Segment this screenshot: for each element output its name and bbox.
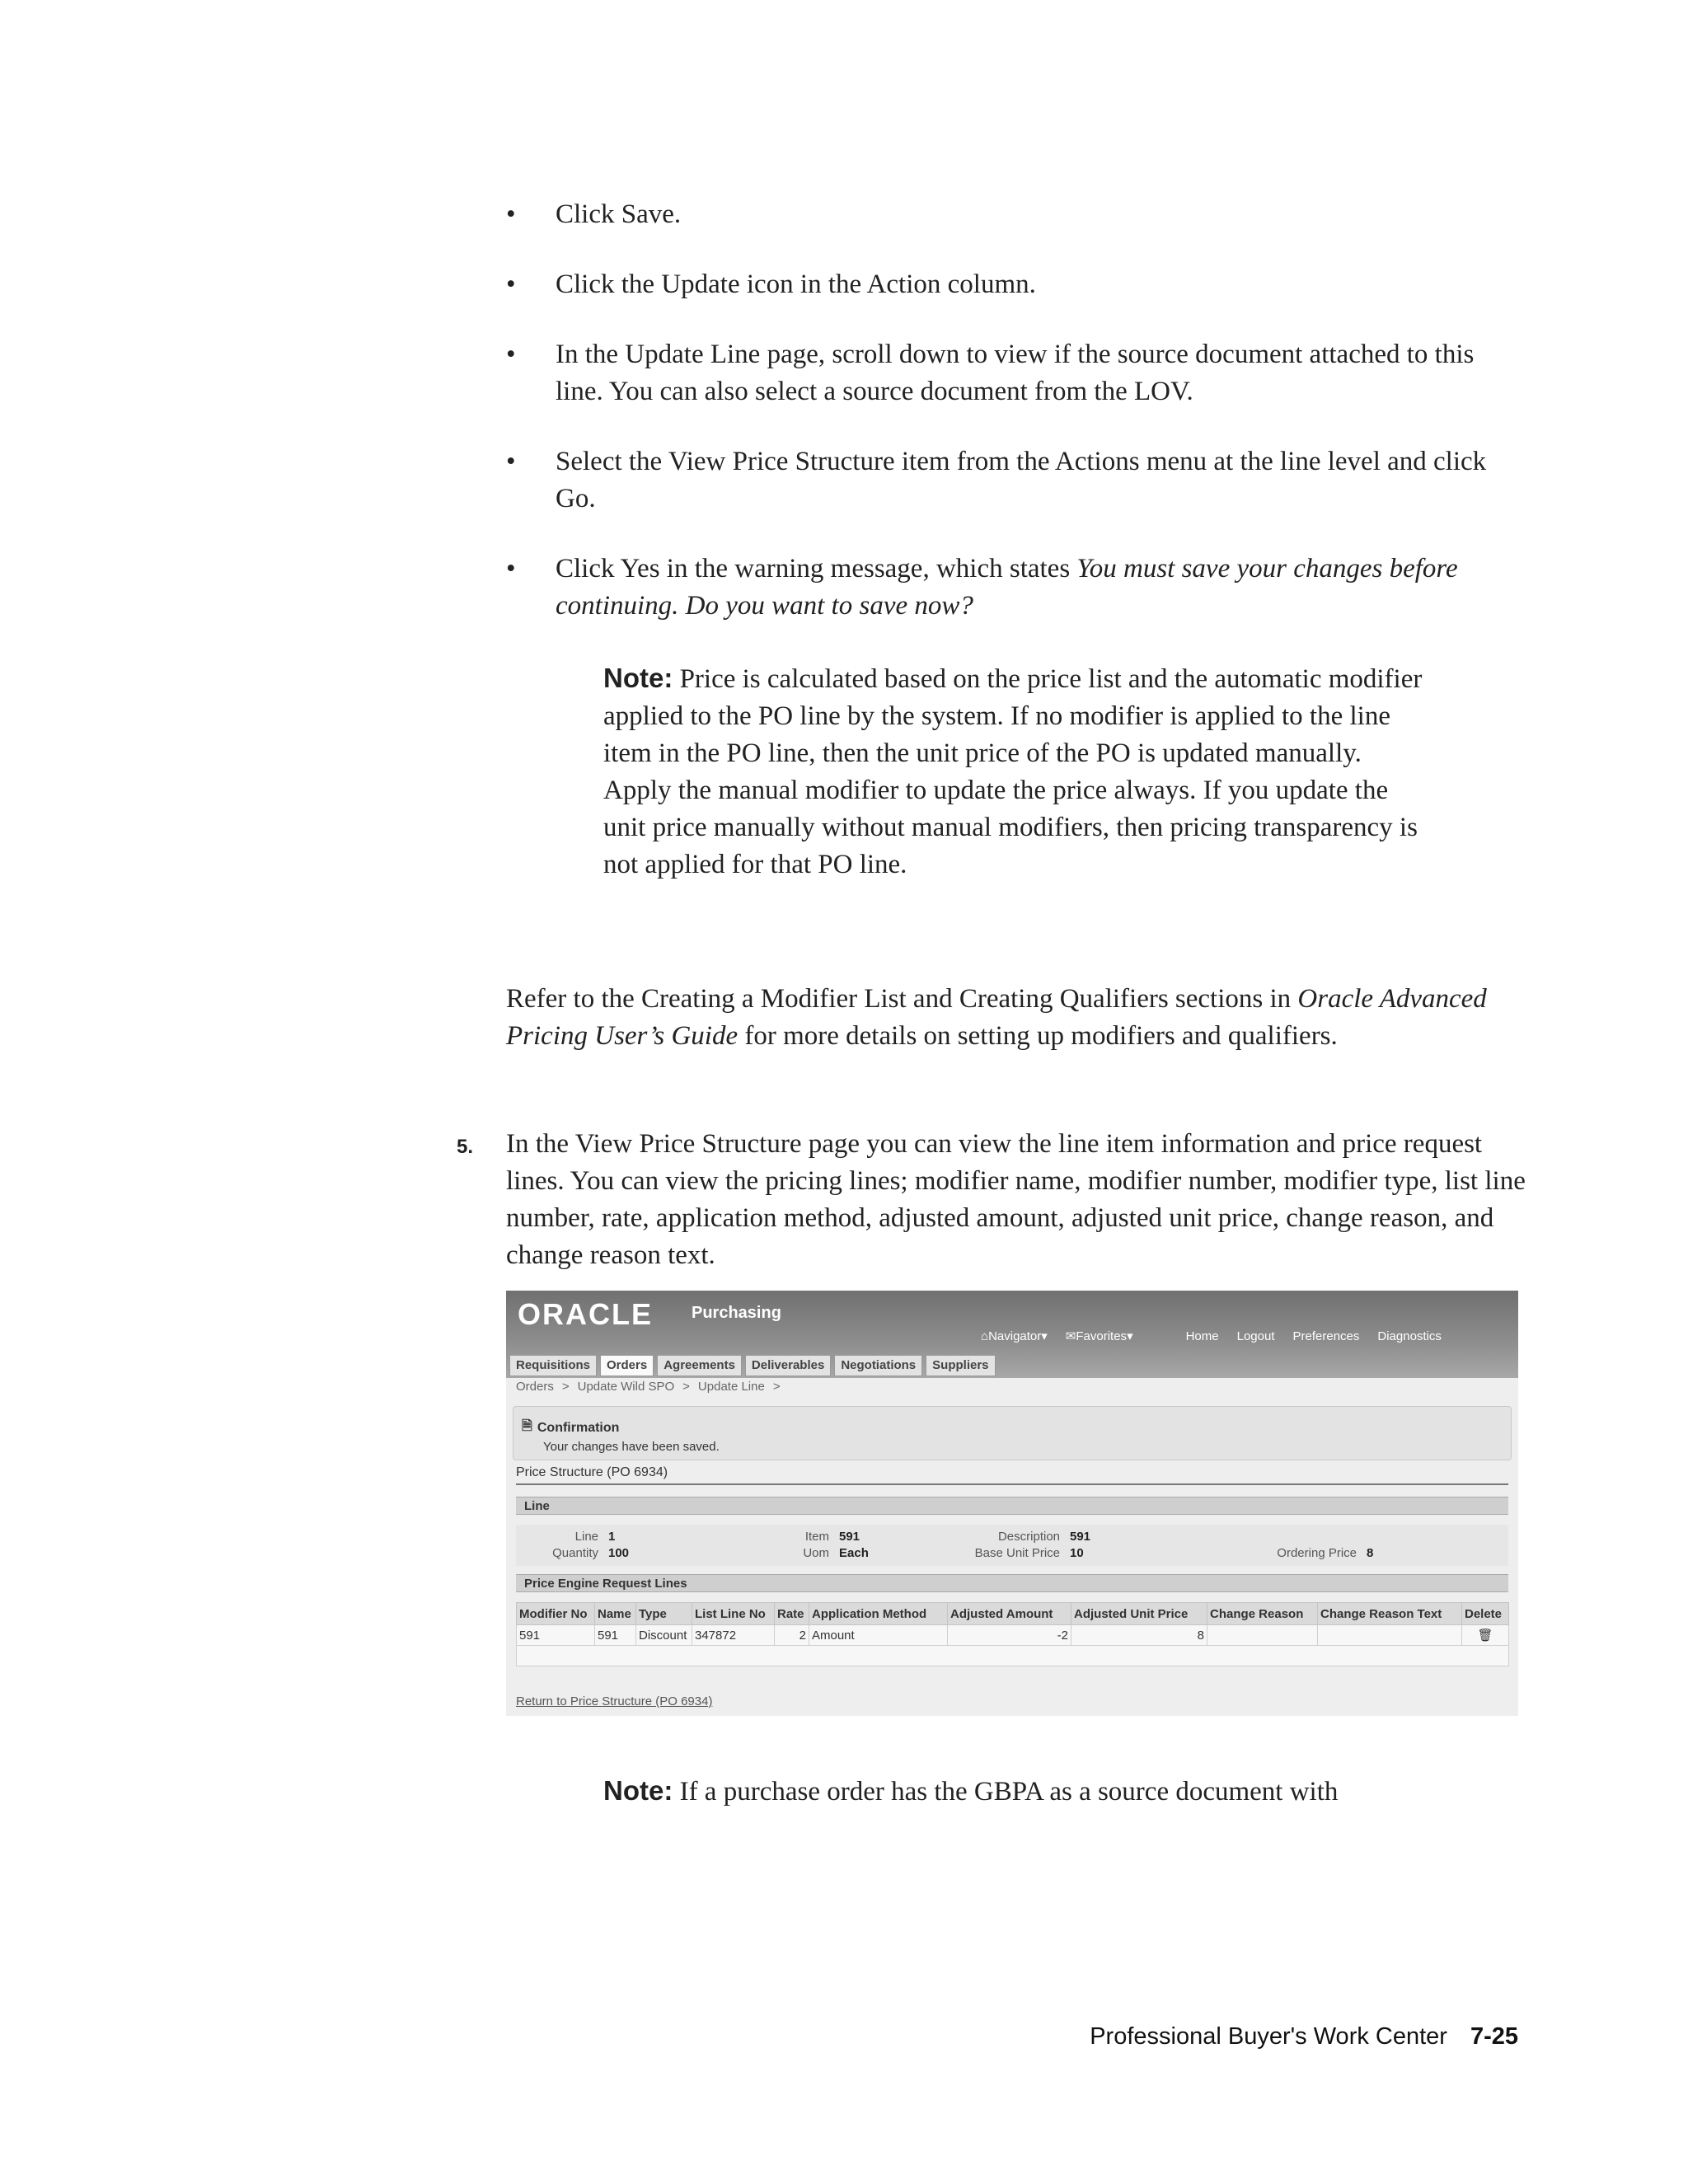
guide-title: Oracle Advanced Pricing User’s Guide xyxy=(506,984,1487,1051)
table-row xyxy=(517,1625,1509,1646)
base-unit-price-value: 10 xyxy=(1070,1546,1084,1560)
bullet-text: Click Save. xyxy=(556,199,682,229)
navigator-menu[interactable] xyxy=(981,1329,1048,1343)
description-field xyxy=(961,1530,1090,1544)
description-label: Description xyxy=(997,1530,1060,1544)
column-header: Modifier No xyxy=(517,1603,595,1625)
favorites-label: Favorites xyxy=(1076,1329,1128,1343)
breadcrumb-update-wild-spo[interactable]: Update Wild SPO xyxy=(577,1380,675,1394)
column-header: Delete xyxy=(1462,1603,1509,1625)
tab-negotiations[interactable]: Negotiations xyxy=(834,1355,922,1376)
line-field xyxy=(524,1530,615,1544)
column-header: Application Method xyxy=(809,1603,948,1625)
reference-text-pre: Refer to the Creating a Modifier List and Creating Qualifiers sections in xyxy=(506,984,1298,1014)
page-title: Price Structure (PO 6934) xyxy=(516,1465,1508,1485)
modifier-no-cell: 591 xyxy=(517,1625,595,1646)
adjusted-unit-price-cell: 8 xyxy=(1071,1625,1207,1646)
item-value: 591 xyxy=(839,1530,860,1544)
column-header: Adjusted Unit Price xyxy=(1071,1603,1207,1625)
item-label: Item xyxy=(804,1530,829,1544)
delete-cell xyxy=(1462,1625,1509,1646)
line-details xyxy=(516,1525,1508,1566)
column-header: Change Reason Text xyxy=(1318,1603,1462,1625)
list-line-no-cell: 347872 xyxy=(692,1625,775,1646)
breadcrumb xyxy=(516,1380,781,1394)
quantity-label: Quantity xyxy=(552,1546,598,1560)
confirmation-message: Your changes have been saved. xyxy=(543,1440,720,1454)
base-unit-price-label: Base Unit Price xyxy=(974,1546,1060,1560)
price-request-lines-table xyxy=(516,1602,1509,1666)
column-header: Rate xyxy=(775,1603,809,1625)
uom-field xyxy=(788,1546,869,1560)
bullet-item xyxy=(506,266,1528,303)
table-row-empty xyxy=(517,1646,1509,1666)
bullet-dot-icon: • xyxy=(506,447,516,476)
description-value: 591 xyxy=(1070,1530,1091,1544)
bullet-item xyxy=(506,551,1528,625)
column-header: Type xyxy=(636,1603,692,1625)
request-lines-section-header: Price Engine Request Lines xyxy=(516,1574,1508,1592)
change-reason-text-cell xyxy=(1318,1625,1462,1646)
type-cell: Discount xyxy=(636,1625,692,1646)
page-footer xyxy=(1071,2023,1518,2050)
rate-cell: 2 xyxy=(775,1625,809,1646)
uom-value: Each xyxy=(839,1546,869,1560)
step-text: In the View Price Structure page you can view the line item information and price request lines. You can view the pricing lines; modifier name, modifier number, modifier type, list line number, rate, application method, adjusted amount, adjusted unit price, change reason, and change reason text. xyxy=(506,1129,1526,1270)
name-cell: 591 xyxy=(595,1625,636,1646)
quantity-field xyxy=(524,1546,629,1560)
tab-agreements[interactable]: Agreements xyxy=(657,1355,742,1376)
price-structure-screenshot xyxy=(506,1291,1518,1716)
breadcrumb-separator: > xyxy=(682,1380,690,1394)
favorites-menu[interactable] xyxy=(1066,1329,1133,1343)
logout-link[interactable]: Logout xyxy=(1236,1329,1275,1343)
note-label: Note: xyxy=(603,663,673,693)
empty-cell xyxy=(517,1646,1509,1666)
note-price-calculation xyxy=(603,659,1428,883)
confirmation-title-text: Confirmation xyxy=(537,1420,620,1435)
quantity-value: 100 xyxy=(608,1546,630,1560)
tab-orders[interactable]: Orders xyxy=(600,1355,654,1376)
bullet-text: Click the Update icon in the Action column. xyxy=(556,269,1036,299)
change-reason-cell xyxy=(1207,1625,1318,1646)
app-name: Purchasing xyxy=(692,1304,781,1322)
bullet-text: Click Yes in the warning message, which states xyxy=(556,554,1077,583)
tab-suppliers[interactable]: Suppliers xyxy=(926,1355,995,1376)
column-header: Adjusted Amount xyxy=(948,1603,1071,1625)
confirmation-icon: 🗎 xyxy=(522,1419,532,1433)
column-header: Change Reason xyxy=(1207,1603,1318,1625)
note-text: If a purchase order has the GBPA as a source document with xyxy=(673,1777,1339,1807)
bullet-text: Select the View Price Structure item from the Actions menu at the line level and click Go. xyxy=(556,447,1487,513)
ordering-price-label: Ordering Price xyxy=(1277,1546,1357,1560)
note-gbpa xyxy=(603,1772,1461,1811)
tab-deliverables[interactable]: Deliverables xyxy=(745,1355,831,1376)
chevron-down-icon: ▾ xyxy=(1127,1329,1133,1343)
bullet-dot-icon: • xyxy=(506,199,516,229)
warning-message-text: You must save your changes before continuing. Do you want to save now? xyxy=(556,554,1458,621)
bullet-item xyxy=(506,336,1528,410)
step-5 xyxy=(457,1126,1528,1274)
confirmation-box xyxy=(513,1406,1512,1460)
bullet-dot-icon: • xyxy=(506,340,516,369)
adjusted-amount-cell: -2 xyxy=(948,1625,1071,1646)
reference-paragraph xyxy=(506,981,1528,1055)
application-method-cell: Amount xyxy=(809,1625,948,1646)
diagnostics-link[interactable]: Diagnostics xyxy=(1377,1329,1442,1343)
step-number: 5. xyxy=(457,1136,474,1158)
base-unit-price-field xyxy=(961,1546,1084,1560)
breadcrumb-separator: > xyxy=(772,1380,781,1394)
bullet-text: In the Update Line page, scroll down to view if the source document attached to this line. You can also select a source document from the LOV. xyxy=(556,340,1475,406)
tab-bar xyxy=(509,1355,996,1376)
bullet-item xyxy=(506,196,1528,233)
page-number: 7-25 xyxy=(1470,2023,1518,2050)
breadcrumb-separator: > xyxy=(561,1380,570,1394)
oracle-logo: ORACLE xyxy=(518,1297,653,1331)
navigator-icon: ⌂ xyxy=(981,1329,989,1343)
chevron-down-icon: ▾ xyxy=(1041,1329,1048,1343)
bullet-dot-icon: • xyxy=(506,554,516,583)
line-label: Line xyxy=(574,1530,598,1544)
home-link[interactable]: Home xyxy=(1185,1329,1219,1343)
line-section-header: Line xyxy=(516,1497,1508,1515)
column-header: Name xyxy=(595,1603,636,1625)
bullet-dot-icon: • xyxy=(506,269,516,299)
reference-text-post: for more details on setting up modifiers and qualifiers. xyxy=(738,1021,1338,1051)
line-value: 1 xyxy=(608,1530,616,1544)
trash-icon[interactable]: 🗑 xyxy=(1477,1629,1493,1643)
bullet-item xyxy=(506,443,1528,518)
bullet-list xyxy=(506,196,1528,658)
preferences-link[interactable]: Preferences xyxy=(1292,1329,1360,1343)
confirmation-title xyxy=(522,1417,619,1439)
global-links xyxy=(981,1329,1442,1343)
ordering-price-value: 8 xyxy=(1367,1546,1374,1560)
column-header: List Line No xyxy=(692,1603,775,1625)
item-field xyxy=(788,1530,860,1544)
table-header-row xyxy=(517,1603,1509,1625)
app-header xyxy=(506,1291,1518,1378)
return-to-price-structure-link[interactable]: Return to Price Structure (PO 6934) xyxy=(516,1694,713,1708)
note-text: Price is calculated based on the price list and the automatic modifier applied to the PO line by the system. If no modifier is applied to the line item in the PO line, then the unit price of the PO is updated manually. Apply the manual modifier to update the price always. If you update the unit price manually without manual modifiers, then pricing transparency is not applied for that PO line. xyxy=(603,664,1423,879)
breadcrumb-orders[interactable]: Orders xyxy=(516,1380,554,1394)
favorites-icon: ✉ xyxy=(1065,1329,1076,1343)
navigator-label: Navigator xyxy=(988,1329,1042,1343)
breadcrumb-update-line[interactable]: Update Line xyxy=(697,1380,765,1394)
tab-requisitions[interactable]: Requisitions xyxy=(509,1355,597,1376)
note-label: Note: xyxy=(603,1775,673,1806)
footer-title: Professional Buyer's Work Center xyxy=(1090,2023,1447,2050)
ordering-price-field xyxy=(1274,1546,1373,1560)
uom-label: Uom xyxy=(803,1546,829,1560)
